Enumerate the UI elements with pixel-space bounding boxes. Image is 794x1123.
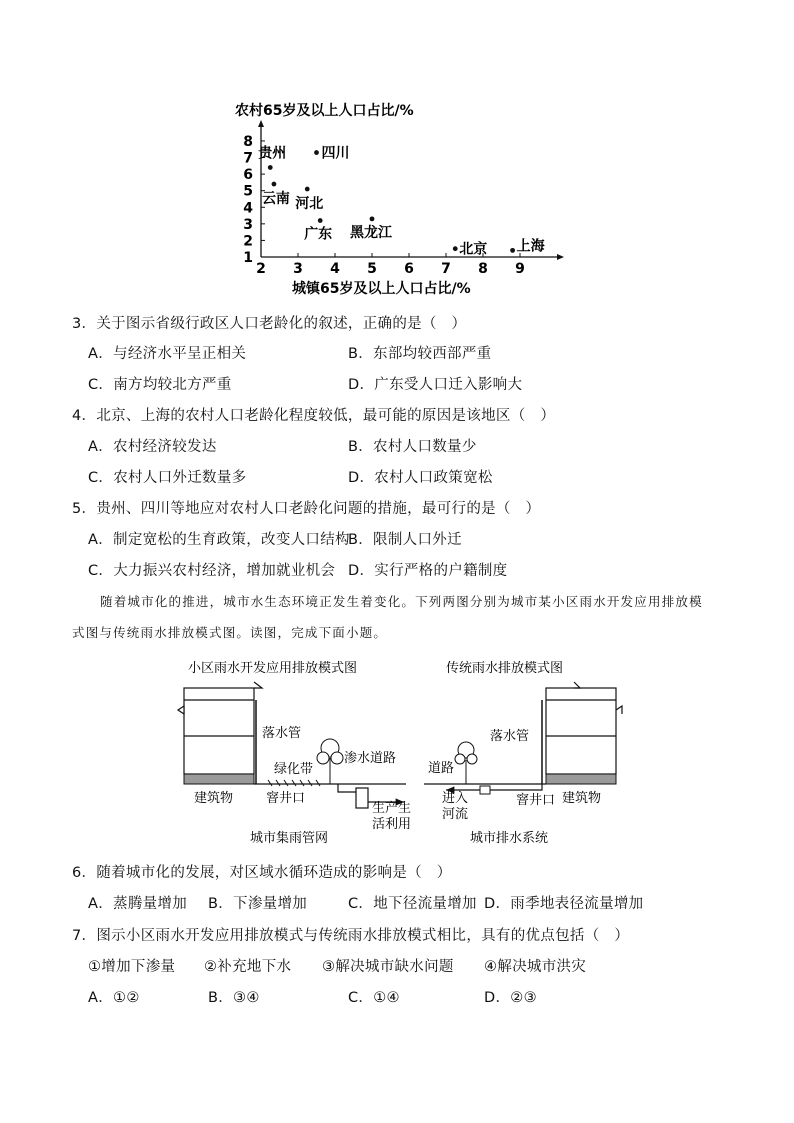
- x-tick-label: 9: [515, 261, 525, 277]
- right-building-shape: [546, 682, 622, 774]
- question-7-stem: 7．图示小区雨水开发应用排放模式与传统雨水排放模式相比，具有的优点包括（ ）: [72, 928, 630, 944]
- left-tree-shape: [317, 739, 343, 784]
- reuse-label-1: 生产生: [372, 801, 412, 816]
- right-building-foundation: [546, 774, 616, 784]
- q7-item-1: ①增加下渗量: [88, 959, 176, 975]
- x-tick-label: 8: [478, 261, 488, 277]
- chart-xlabel: 城镇65岁及以上人口占比/%: [292, 281, 471, 297]
- aging-scatter-chart: [225, 95, 585, 300]
- data-point-label: 广东: [304, 226, 333, 243]
- x-tick-label: 4: [330, 261, 340, 277]
- q4-option-c[interactable]: C．农村人口外迁数量多: [88, 470, 247, 486]
- y-tick-label: 7: [243, 150, 253, 167]
- y-axis-arrow: [258, 120, 264, 127]
- reuse-label-2: 活利用: [372, 817, 412, 832]
- y-tick-label: 8: [243, 133, 253, 150]
- left-diagram-title: 小区雨水开发应用排放模式图: [188, 661, 358, 676]
- x-tick-label: 7: [441, 261, 451, 277]
- q5-option-c[interactable]: C．大力振兴农村经济，增加就业机会: [88, 563, 336, 579]
- q7-option-d[interactable]: D．②③: [484, 990, 537, 1006]
- road-label: 道路: [428, 761, 455, 776]
- x-axis-arrow: [557, 254, 564, 260]
- data-point-label: 河北: [295, 196, 324, 213]
- q7-item-4: ④解决城市洪灾: [484, 959, 587, 975]
- data-point-label: 黑龙江: [350, 224, 392, 241]
- q5-option-d[interactable]: D．实行严格的户籍制度: [348, 563, 508, 579]
- data-point: [318, 218, 323, 223]
- right-caption: 城市排水系统: [470, 831, 549, 846]
- data-point-label: 上海: [516, 238, 545, 255]
- data-point: [305, 187, 310, 192]
- data-point: [453, 246, 458, 251]
- intro-line-1: 随着城市化的推进，城市水生态环境正发生着变化。下列两图分别为城市某小区雨水开发应用排放模: [100, 594, 703, 609]
- left-building-label: 建筑物: [194, 791, 234, 806]
- q6-option-a[interactable]: A．蒸腾量增加: [88, 896, 188, 912]
- q3-option-d[interactable]: D．广东受人口迁入影响大: [348, 377, 523, 393]
- data-point-label: 云南: [261, 191, 290, 208]
- y-tick-label: 4: [243, 200, 253, 217]
- q3-option-b[interactable]: B．东部均较西部严重: [348, 346, 492, 362]
- right-drain-pipe: [482, 784, 542, 790]
- q6-option-d[interactable]: D．雨季地表径流量增加: [484, 896, 644, 912]
- right-manhole-label: 窨井口: [516, 793, 556, 808]
- q7-option-a[interactable]: A．①②: [88, 990, 140, 1006]
- question-6-stem: 6．随着城市化的发展，对区域水循环造成的影响是（ ）: [72, 865, 452, 881]
- q4-option-b[interactable]: B．农村人口数量少: [348, 439, 477, 455]
- data-point: [370, 216, 375, 221]
- x-tick-label: 6: [404, 261, 414, 277]
- data-point-label: 北京: [459, 241, 488, 258]
- data-point-label: 四川: [321, 145, 350, 162]
- right-building-label: 建筑物: [562, 791, 602, 806]
- right-diagram-title: 传统雨水排放模式图: [446, 661, 564, 676]
- q6-option-c[interactable]: C．地下径流量增加: [348, 896, 477, 912]
- chart-points: [258, 144, 545, 257]
- green-belt-hatch: [268, 780, 320, 786]
- permeable-road-label: 渗水道路: [344, 751, 397, 766]
- left-downpipe-label: 落水管: [262, 726, 302, 741]
- q7-option-b[interactable]: B．③④: [208, 990, 260, 1006]
- chart-ylabel: 农村65岁及以上人口占比/%: [235, 103, 414, 119]
- q7-item-3: ③解决城市缺水问题: [322, 959, 454, 975]
- intro-line-2: 式图与传统雨水排放模式图。读图，完成下面小题。: [72, 625, 388, 640]
- q3-option-a[interactable]: A．与经济水平呈正相关: [88, 346, 247, 362]
- left-manhole-label: 窨井口: [266, 791, 306, 806]
- q3-option-c[interactable]: C．南方均较北方严重: [88, 377, 232, 393]
- q4-option-a[interactable]: A．农村经济较发达: [88, 439, 217, 455]
- question-4-stem: 4．北京、上海的农村人口老龄化程度较低，最可能的原因是该地区（ ）: [72, 408, 556, 424]
- y-tick-label: 5: [243, 183, 253, 200]
- right-downpipe-label: 落水管: [490, 729, 530, 744]
- y-tick-label: 1: [243, 250, 253, 266]
- y-tick-label: 3: [243, 216, 253, 233]
- to-river-label-2: 河流: [442, 807, 469, 822]
- x-tick-label: 2: [256, 261, 266, 277]
- rainwater-diagram: [170, 652, 630, 852]
- left-caption: 城市集雨管网: [250, 831, 329, 846]
- data-point: [272, 182, 277, 187]
- y-tick-label: 2: [243, 233, 253, 250]
- left-building-foundation: [184, 774, 254, 784]
- data-point: [268, 165, 273, 170]
- question-5-stem: 5．贵州、四川等地应对农村人口老龄化问题的措施，最可行的是（ ）: [72, 501, 541, 517]
- data-point-label: 贵州: [258, 145, 287, 162]
- data-point: [510, 248, 515, 253]
- x-tick-label: 3: [293, 261, 303, 277]
- q7-item-2: ②补充地下水: [204, 959, 292, 975]
- x-tick-label: 5: [367, 261, 377, 277]
- question-3-stem: 3．关于图示省级行政区人口老龄化的叙述，正确的是（ ）: [72, 316, 467, 332]
- q5-option-a[interactable]: A．制定宽松的生育政策，改变人口结构: [88, 532, 350, 548]
- q7-option-c[interactable]: C．①④: [348, 990, 400, 1006]
- q5-option-b[interactable]: B．限制人口外迁: [348, 532, 462, 548]
- q4-option-d[interactable]: D．农村人口政策宽松: [348, 470, 493, 486]
- green-belt-label: 绿化带: [274, 762, 314, 777]
- q6-option-b[interactable]: B．下渗量增加: [208, 896, 308, 912]
- right-tree-shape: [455, 742, 477, 784]
- data-point: [314, 150, 319, 155]
- y-tick-label: 6: [243, 167, 253, 184]
- left-building-shape: [178, 682, 262, 774]
- to-river-label-1: 进入: [442, 791, 469, 806]
